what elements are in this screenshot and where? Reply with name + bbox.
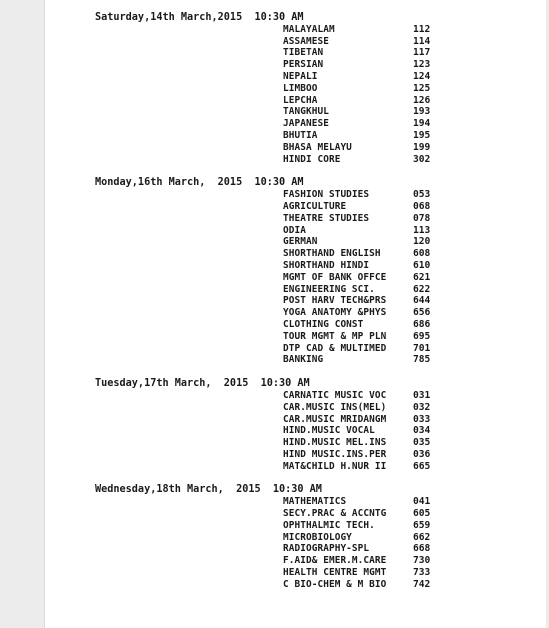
subject-row <box>95 130 430 142</box>
subject-code: 112 <box>413 23 431 35</box>
subject-code: 730 <box>413 555 431 567</box>
subject-row <box>95 437 430 449</box>
subject-name: BANKING <box>283 354 324 366</box>
subject-row <box>95 425 430 437</box>
subject-code: 733 <box>413 567 431 579</box>
subject-row <box>95 331 430 343</box>
subject-name: SHORTHAND HINDI <box>283 259 370 271</box>
subject-row <box>95 59 430 71</box>
subject-name: MAT&CHILD H.NUR II <box>283 460 387 472</box>
subject-row <box>95 295 430 307</box>
subject-code: 068 <box>413 200 431 212</box>
subject-name: OPHTHALMIC TECH. <box>283 519 375 531</box>
subject-name: PERSIAN <box>283 59 324 71</box>
subject-code: 114 <box>413 35 431 47</box>
subject-code: 621 <box>413 271 431 283</box>
subject-row <box>95 142 430 154</box>
subject-code: 605 <box>413 508 431 520</box>
subject-row <box>95 508 430 520</box>
subject-code: 041 <box>413 496 431 508</box>
subject-code: 701 <box>413 342 431 354</box>
subject-row <box>95 319 430 331</box>
subject-name: GERMAN <box>283 236 318 248</box>
subject-name: AGRICULTURE <box>283 200 347 212</box>
subject-name: CAR.MUSIC INS(MEL) <box>283 401 387 413</box>
subject-name: TOUR MGMT & MP PLN <box>283 330 387 342</box>
subject-name: BHUTIA <box>283 129 318 141</box>
subject-code: 199 <box>413 141 431 153</box>
subject-name: CAR.MUSIC MRIDANGM <box>283 413 387 425</box>
subject-name: SHORTHAND ENGLISH <box>283 248 381 260</box>
schedule-section <box>95 378 430 472</box>
subject-row <box>95 555 430 567</box>
subject-name: F.AID& EMER.M.CARE <box>283 555 387 567</box>
subject-name: RADIOGRAPHY-SPL <box>283 543 370 555</box>
subject-code: 302 <box>413 153 431 165</box>
subject-row <box>95 201 430 213</box>
subject-code: 120 <box>413 236 431 248</box>
subject-name: HIND.MUSIC VOCAL <box>283 425 375 437</box>
subject-row <box>95 496 430 508</box>
subject-code: 126 <box>413 94 431 106</box>
subject-code: 125 <box>413 82 431 94</box>
subject-row <box>95 225 430 237</box>
subject-row <box>95 520 430 532</box>
subject-code: 695 <box>413 330 431 342</box>
subject-name: NEPALI <box>283 70 318 82</box>
subject-code: 117 <box>413 47 431 59</box>
subject-row <box>95 449 430 461</box>
subject-name: HINDI CORE <box>283 153 341 165</box>
subject-code: 031 <box>413 389 431 401</box>
subject-row <box>95 260 430 272</box>
subject-name: POST HARV TECH&PRS <box>283 295 387 307</box>
exam-schedule <box>95 12 430 603</box>
subject-row <box>95 402 430 414</box>
subject-row <box>95 24 430 36</box>
subject-name: ASSAMESE <box>283 35 329 47</box>
subject-name: TANGKHUL <box>283 106 329 118</box>
subject-code: 194 <box>413 118 431 130</box>
subject-name: SECY.PRAC & ACCNTG <box>283 508 387 520</box>
subject-code: 053 <box>413 189 431 201</box>
subject-row <box>95 390 430 402</box>
subject-row <box>95 414 430 426</box>
subject-code: 622 <box>413 283 431 295</box>
subject-name: BHASA MELAYU <box>283 141 352 153</box>
subject-row <box>95 213 430 225</box>
subject-name: HIND.MUSIC MEL.INS <box>283 437 387 449</box>
subject-code: 123 <box>413 59 431 71</box>
subject-row <box>95 543 430 555</box>
subject-name: HEALTH CENTRE MGMT <box>283 567 387 579</box>
subject-name: ENGINEERING SCI. <box>283 283 375 295</box>
subject-row <box>95 154 430 166</box>
subject-code: 036 <box>413 448 431 460</box>
subject-row <box>95 248 430 260</box>
subject-name: THEATRE STUDIES <box>283 212 370 224</box>
subject-code: 035 <box>413 437 431 449</box>
subject-row <box>95 461 430 473</box>
subject-row <box>95 95 430 107</box>
subject-name: MATHEMATICS <box>283 496 347 508</box>
subject-code: 124 <box>413 70 431 82</box>
subject-code: 195 <box>413 129 431 141</box>
subject-code: 668 <box>413 543 431 555</box>
subject-code: 193 <box>413 106 431 118</box>
subject-row <box>95 532 430 544</box>
document-page <box>45 0 545 628</box>
schedule-section <box>95 12 430 165</box>
subject-row <box>95 567 430 579</box>
subject-row <box>95 118 430 130</box>
subject-name: C BIO-CHEM & M BIO <box>283 578 387 590</box>
schedule-section <box>95 177 430 366</box>
subject-code: 662 <box>413 531 431 543</box>
subject-code: 032 <box>413 401 431 413</box>
subject-code: 078 <box>413 212 431 224</box>
subject-name: FASHION STUDIES <box>283 189 370 201</box>
subject-row <box>95 284 430 296</box>
subject-row <box>95 47 430 59</box>
subject-code: 742 <box>413 578 431 590</box>
section-date-header: Monday,16th March, 2015 10:30 AM <box>95 177 304 189</box>
subject-code: 656 <box>413 307 431 319</box>
subject-name: DTP CAD & MULTIMED <box>283 342 387 354</box>
subject-name: HIND MUSIC.INS.PER <box>283 448 387 460</box>
subject-code: 033 <box>413 413 431 425</box>
subject-row <box>95 71 430 83</box>
subject-row <box>95 189 430 201</box>
subject-code: 034 <box>413 425 431 437</box>
section-date-header: Tuesday,17th March, 2015 10:30 AM <box>95 378 310 390</box>
section-date-header: Wednesday,18th March, 2015 10:30 AM <box>95 484 322 496</box>
subject-name: MALAYALAM <box>283 23 335 35</box>
subject-name: ODIA <box>283 224 306 236</box>
subject-code: 610 <box>413 259 431 271</box>
subject-name: CLOTHING CONST <box>283 318 364 330</box>
subject-row <box>95 83 430 95</box>
subject-row <box>95 343 430 355</box>
subject-name: MICROBIOLOGY <box>283 531 352 543</box>
subject-code: 608 <box>413 248 431 260</box>
section-date-header: Saturday,14th March,2015 10:30 AM <box>95 12 304 23</box>
subject-code: 686 <box>413 318 431 330</box>
subject-name: CARNATIC MUSIC VOC <box>283 389 387 401</box>
subject-code: 785 <box>413 354 431 366</box>
subject-name: TIBETAN <box>283 47 324 59</box>
subject-name: JAPANESE <box>283 118 329 130</box>
subject-code: 113 <box>413 224 431 236</box>
subject-name: MGMT OF BANK OFFCE <box>283 271 387 283</box>
subject-code: 665 <box>413 460 431 472</box>
subject-row <box>95 307 430 319</box>
subject-code: 659 <box>413 519 431 531</box>
subject-code: 644 <box>413 295 431 307</box>
subject-row <box>95 354 430 366</box>
subject-name: LIMBOO <box>283 82 318 94</box>
subject-row <box>95 272 430 284</box>
subject-row <box>95 36 430 48</box>
schedule-section <box>95 484 430 590</box>
subject-row <box>95 106 430 118</box>
subject-row <box>95 579 430 591</box>
subject-name: YOGA ANATOMY &PHYS <box>283 307 387 319</box>
viewer-left-margin <box>0 0 45 628</box>
subject-row <box>95 236 430 248</box>
subject-name: LEPCHA <box>283 94 318 106</box>
